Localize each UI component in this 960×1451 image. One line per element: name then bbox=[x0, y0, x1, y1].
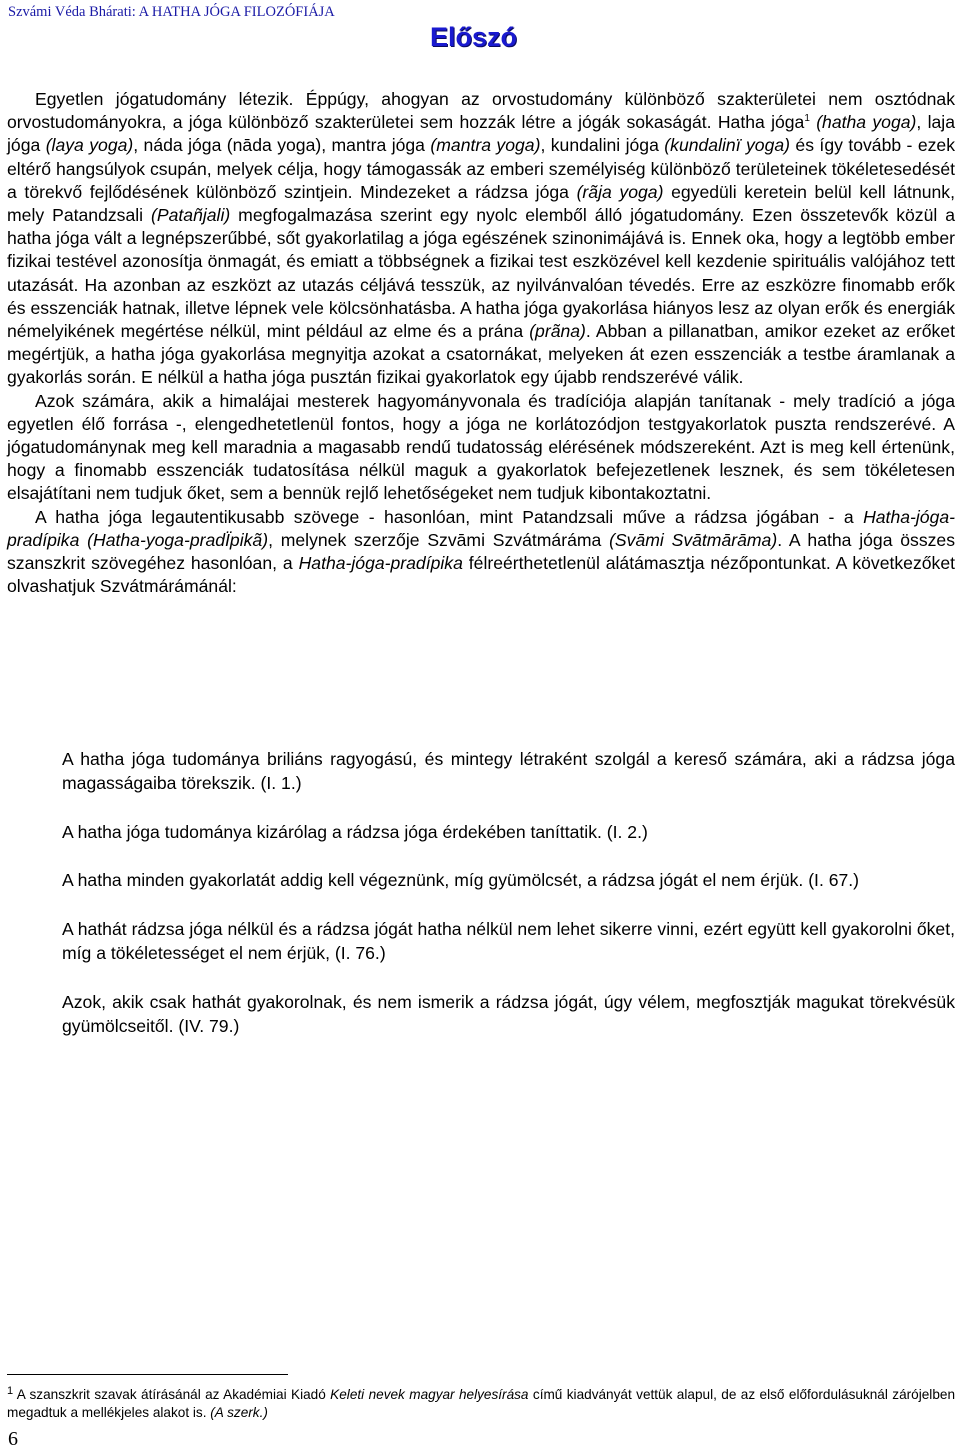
italic-term: (Patañjali) bbox=[151, 205, 231, 226]
quote: A hatha minden gyakorlatát addig kell végeznünk, míg gyümölcsét, a rádzsa jógát el nem érjük. (I. 67.) bbox=[62, 870, 860, 891]
text-run: , laja jóga bbox=[7, 112, 955, 156]
italic-term: (kundalinï yoga) bbox=[664, 135, 791, 156]
footnote-marker: 1 bbox=[7, 1385, 14, 1397]
text-run: A hatha jóga legautentikusabb szövege - hasonlóan, mint Patandzsali műve a rádzsa jógában - a bbox=[35, 506, 864, 527]
text-run: , náda jóga (nāda yoga), mantra jóga bbox=[133, 135, 431, 156]
italic-term: (hatha yoga) bbox=[816, 112, 917, 133]
page-title: Előszó bbox=[430, 22, 518, 52]
paragraph-3 bbox=[7, 506, 955, 599]
main-text bbox=[7, 88, 955, 598]
quote: A hatha jóga tudománya kizárólag a rádzsa jóga érdekében taníttatik. (I. 2.) bbox=[62, 821, 648, 842]
italic-term: Keleti nevek magyar helyesírása bbox=[330, 1387, 529, 1402]
text-run: egyedüli keretein belül kell látnunk, mely Patandzsali bbox=[7, 181, 955, 226]
text-run: Egyetlen jógatudomány létezik. Éppúgy, ahogyan az orvostudomány különböző szakterületei nem osztódnak orvostudományokra, a jóga különböző szakterületei sem hozzák létre a jógák sokaságát. Hatha jóga bbox=[7, 89, 955, 133]
italic-term: (rãja yoga) bbox=[576, 181, 664, 202]
paragraph-1 bbox=[7, 88, 955, 390]
text-run: című kiadványát vettük alapul, de az első előfordulásuknál zárójelben megadtuk a mellékjeles alakot is. bbox=[7, 1387, 956, 1420]
quotations bbox=[62, 748, 955, 1063]
text-run: és így tovább - ezek eltérő hangsúlyok csupán, melyek célja, hogy támogassák az emberi személyiség különböző területeinek tökéletesedését a törekvő fejlődésének különböző szintjein. Mindezeket a rádzsa jóga bbox=[7, 135, 955, 202]
italic-term: Hatha-jóga-pradípika bbox=[298, 553, 463, 574]
text-run: , melynek szerzője Szvāmi Szvátmáráma bbox=[268, 529, 610, 550]
text-run: A szanszkrit szavak átírásánál az Akadémiai Kiadó bbox=[13, 1387, 331, 1402]
running-header: Szvámi Véda Bhárati: A HATHA JÓGA FILOZÓFIÁJA bbox=[8, 4, 335, 20]
italic-term: (A szerk.) bbox=[210, 1405, 268, 1420]
quote: Azok, akik csak hathát gyakorolnak, és nem ismerik a rádzsa jógát, úgy vélem, megfosztják magukat törekvésük gyümölcseitől. (IV. 79.) bbox=[62, 991, 955, 1036]
italic-term: Hatha-jóga-pradípika (Hatha-yoga-pradÏpikã) bbox=[7, 506, 955, 550]
text-run: , kundalini jóga bbox=[540, 135, 665, 156]
quote: A hatha jóga tudománya briliáns ragyogású, és mintegy létraként szolgál a kereső számára, aki a rádzsa jóga magasságaiba törekszik. (I. 1.) bbox=[62, 749, 955, 793]
text-run: . Abban a pillanatban, amikor ezeket az erőket megértjük, a hatha jóga gyakorlása megnyitja azokat a csatornákat, melyeken át ezen esszenciák a testbe áramlanak a gyakorlás során. E nélkül a hatha jóga pusztán fizikai gyakorlatok egy újabb rendszerévé válik. bbox=[7, 321, 955, 388]
text-run: . A hatha jóga összes szanszkrit szövegéhez hasonlóan, a bbox=[7, 529, 956, 574]
quote: A hathát rádzsa jóga nélkül és a rádzsa jógát hatha nélkül nem lehet sikerre vinni, ezért együtt kell gyakorolni őket, míg a tökéletességet el nem érjük, (I. 76.) bbox=[62, 919, 955, 963]
italic-term: (mantra yoga) bbox=[430, 135, 541, 156]
footnote-separator bbox=[7, 1374, 288, 1375]
text-run: félreérthetetlenül alátámasztja nézőpontunkat. A következőket olvashatjuk Szvátmárámánál: bbox=[7, 553, 956, 597]
footnote-reference[interactable]: 1 bbox=[804, 113, 810, 125]
text-run: megfogalmazása szerint egy nyolc elemből álló jógatudomány. Ezen összetevők közül a hatha jóga vált a legnépszerűbbé, sőt gyakorlatilag a jóga egészének szinonimájává is. Ennek oka, hogy a legtöbb ember fizikai testével azonosítja önmagát, és emiatt a többségnek a fizikai test eszközével kell kezdenie spirituális valójához tett utazását. Ha azonban az eszközt az utazás céljává tesszük, az nyilvánvalóan tévedés. Erre az eszközre finomabb erők és esszenciák hatnak, illetve lépnek vele kölcsönhatásba. A hatha jóga gyakorlása hiányos lesz az olyan erők és energiák némelyikének megértése nélkül, mint például az elme és a prána bbox=[7, 205, 955, 342]
footnote bbox=[7, 1386, 955, 1422]
italic-term: (Svāmi Svātmārāma) bbox=[609, 529, 778, 550]
italic-term: (prãna) bbox=[529, 321, 586, 342]
paragraph-2: Azok számára, akik a himalájai mesterek hagyományvonala és tradíciója alapján tanítanak - mely tradíció a jóga egyetlen élő forrása -, elengedhetetlenül fontos, hogy a jóga ne korlátozódjon testgyakorlatok puszta rendszerévé. A jógatudománynak meg kell maradnia a magasabb rendű tudatosság elérésének módszereként. Azt is meg kell értenünk, hogy a finomabb esszenciák tudatosítása nélkül maguk a gyakorlatok befejezetlenek lesznek, és sem tökéletesen elsajátítani nem tudjuk őket, sem a bennük rejlő lehetőségeket nem tudjuk kibontakoztatni. bbox=[7, 390, 955, 504]
italic-term: (laya yoga) bbox=[45, 135, 134, 156]
page-number: 6 bbox=[8, 1428, 18, 1450]
